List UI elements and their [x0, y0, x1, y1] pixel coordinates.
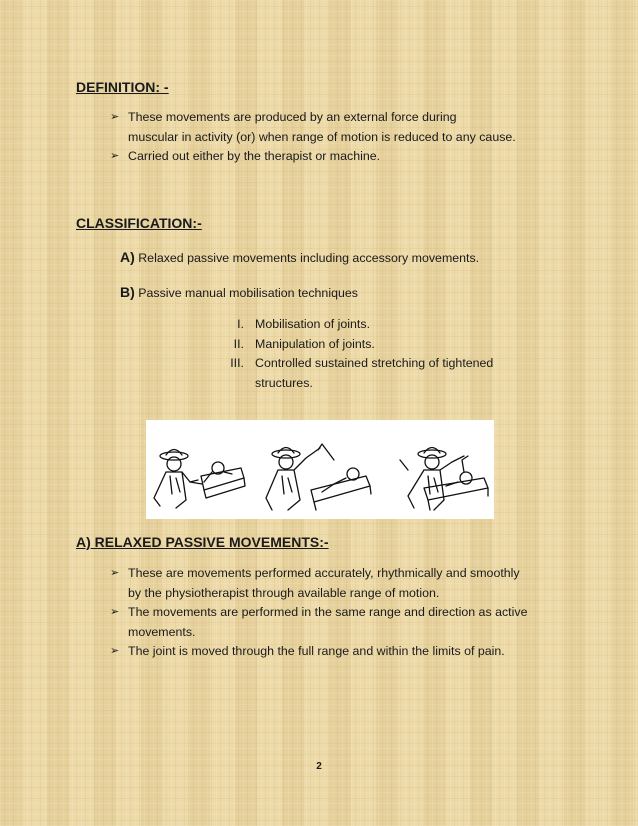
relaxed-heading-suffix: :- — [319, 534, 329, 550]
bullet-line: muscular in activity (or) when range of motion is reduced to any cause. — [128, 129, 516, 144]
arrow-bullet-icon: ➢ — [110, 111, 120, 123]
arrow-bullet-icon: ➢ — [110, 645, 120, 658]
definition-heading-suffix: : - — [155, 79, 169, 95]
bullet-line: Carried out either by the therapist or machine. — [128, 149, 381, 164]
scene-1-figure — [154, 450, 245, 509]
arrow-bullet-icon: ➢ — [110, 150, 120, 163]
definition-heading-text: DEFINITION — [76, 79, 156, 95]
bullet-line: The joint is moved through the full range and within the limits of pain. — [128, 644, 505, 659]
list-item — [210, 335, 550, 355]
list-item — [110, 564, 580, 603]
list-item — [110, 642, 580, 662]
list-item — [110, 108, 580, 147]
list-item-text: Mobilisation of joints. — [255, 317, 371, 331]
relaxed-bullets — [110, 564, 580, 662]
definition-heading — [76, 79, 169, 95]
classification-heading-text: CLASSIFICATION — [76, 215, 193, 231]
arrow-bullet-icon: ➢ — [110, 567, 120, 579]
list-item-text: Controlled sustained stretching of tightened — [255, 356, 494, 370]
therapist-patient-illustration-icon — [146, 420, 494, 519]
list-item — [210, 354, 550, 393]
classification-item-b — [120, 283, 358, 302]
item-letter: A) — [120, 249, 135, 265]
scene-2-figure — [266, 444, 371, 510]
relaxed-heading-text: A) RELAXED PASSIVE MOVEMENTS — [76, 534, 320, 550]
list-item-text: structures. — [255, 375, 313, 390]
bullet-line: These are movements performed accurately, rhythmically and smoothly — [128, 566, 520, 580]
classification-item-a — [120, 248, 479, 267]
list-item — [110, 603, 580, 642]
roman-numeral: II. — [233, 336, 244, 351]
item-text: Relaxed passive movements including accessory movements. — [138, 251, 480, 265]
list-item — [110, 147, 580, 167]
bullet-line: These movements are produced by an external force during — [128, 110, 457, 124]
classification-heading — [76, 215, 202, 231]
classification-heading-suffix: :- — [192, 215, 202, 231]
page-number: 2 — [316, 761, 322, 772]
item-text: Passive manual mobilisation techniques — [138, 286, 358, 300]
item-letter: B) — [120, 284, 135, 300]
bullet-line: The movements are performed in the same range and direction as active — [128, 605, 528, 620]
arrow-bullet-icon: ➢ — [110, 606, 120, 619]
list-item-text: Manipulation of joints. — [255, 336, 375, 351]
list-item — [210, 315, 550, 335]
roman-numeral: III. — [230, 356, 244, 370]
roman-numeral: I. — [237, 317, 244, 331]
definition-bullets — [110, 108, 580, 167]
relaxed-movements-heading — [76, 534, 329, 550]
scene-3-figure — [400, 448, 488, 511]
bullet-line: by the physiotherapist through available range of motion. — [128, 585, 440, 600]
roman-numeral-list — [210, 315, 550, 393]
bullet-line: movements. — [128, 624, 196, 639]
